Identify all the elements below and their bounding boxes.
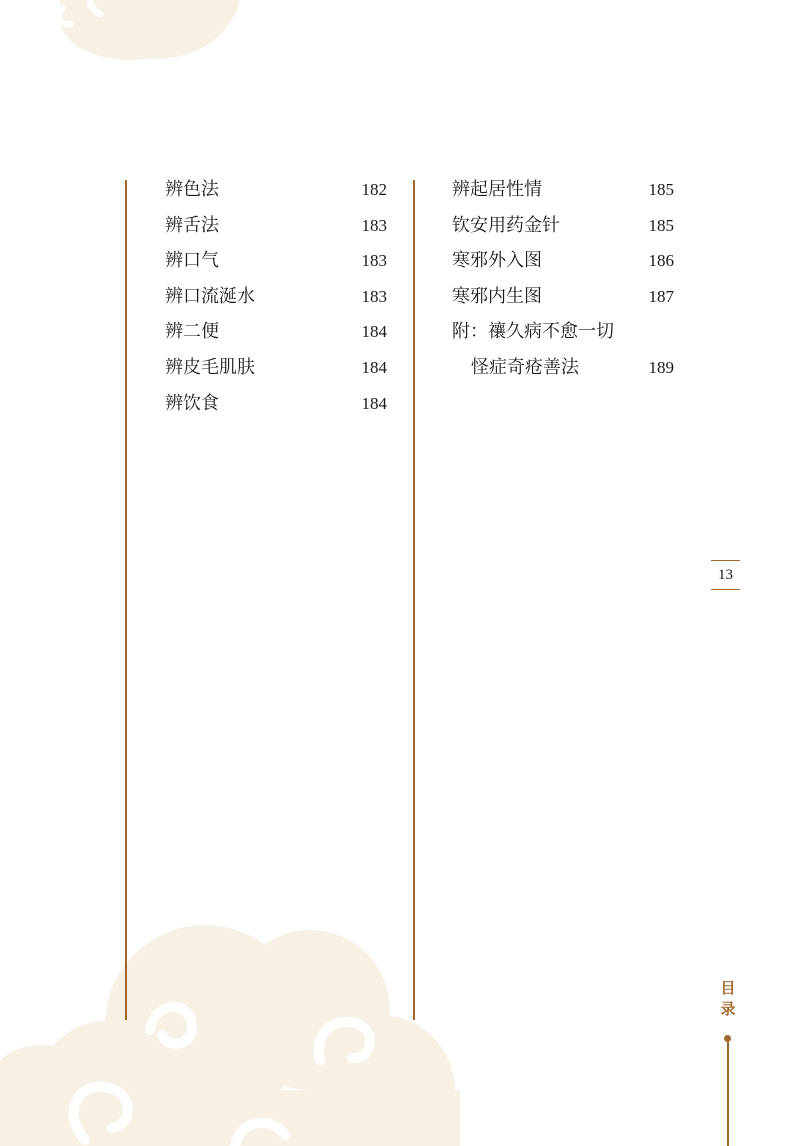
toc-entry-title: 辨口流涎水 [165, 285, 255, 307]
toc-entry-page: 184 [361, 393, 387, 413]
toc-left-column [165, 172, 387, 421]
toc-entry-page: 185 [648, 180, 674, 199]
section-label [717, 978, 739, 1020]
toc-entry-page: 185 [648, 215, 674, 235]
toc-entry[interactable] [165, 208, 387, 244]
section-label-char: 目 [720, 979, 736, 997]
toc-entry-page: 184 [361, 322, 387, 342]
toc-entry-page: 183 [361, 251, 387, 271]
middle-column-rule [413, 180, 415, 1020]
toc-entry[interactable] [452, 243, 674, 279]
toc-entry-title: 辨色法 [165, 179, 219, 200]
toc-entry-title: 辨二便 [165, 321, 219, 343]
toc-entry-page: 184 [361, 357, 387, 377]
section-label-char: 录 [720, 1000, 736, 1018]
toc-entry[interactable] [165, 314, 387, 350]
toc-entry[interactable] [452, 172, 674, 208]
toc-entry[interactable] [452, 279, 674, 315]
toc-right-column [452, 172, 674, 386]
side-vertical-line [727, 1042, 729, 1146]
toc-entry-page: 183 [361, 215, 387, 235]
toc-entry-page: 183 [361, 286, 387, 306]
toc-entry-title: 辨起居性情 [452, 179, 542, 200]
toc-entry[interactable] [165, 243, 387, 279]
toc-entry[interactable] [165, 350, 387, 386]
toc-entry-page: 186 [648, 251, 674, 271]
toc-entry[interactable] [165, 279, 387, 315]
toc-entry-title: 怪症奇疮善法 [471, 356, 579, 378]
toc-entry[interactable] [452, 314, 674, 350]
toc-entry-page: 182 [361, 180, 387, 199]
toc-entry[interactable] [452, 350, 674, 386]
toc-entry[interactable] [165, 386, 387, 422]
page-number: 13 [711, 560, 740, 590]
cloud-pattern-top [60, 0, 240, 60]
left-column-rule [125, 180, 127, 1020]
toc-entry-title: 钦安用药金针 [452, 214, 560, 236]
marker-dot [724, 1035, 731, 1042]
toc-entry-page: 189 [648, 357, 674, 377]
toc-entry-title: 附：禳久病不愈一切 [452, 321, 614, 343]
toc-entry-title: 辨舌法 [165, 214, 219, 236]
toc-entry[interactable] [452, 208, 674, 244]
toc-entry[interactable] [165, 172, 387, 208]
toc-entry-title: 辨饮食 [165, 392, 219, 414]
toc-entry-title: 寒邪内生图 [452, 285, 542, 307]
toc-entry-title: 辨皮毛肌肤 [165, 356, 255, 378]
toc-entry-page: 187 [648, 286, 674, 306]
toc-entry-title: 辨口气 [165, 250, 219, 272]
toc-entry-title: 寒邪外入图 [452, 250, 542, 272]
